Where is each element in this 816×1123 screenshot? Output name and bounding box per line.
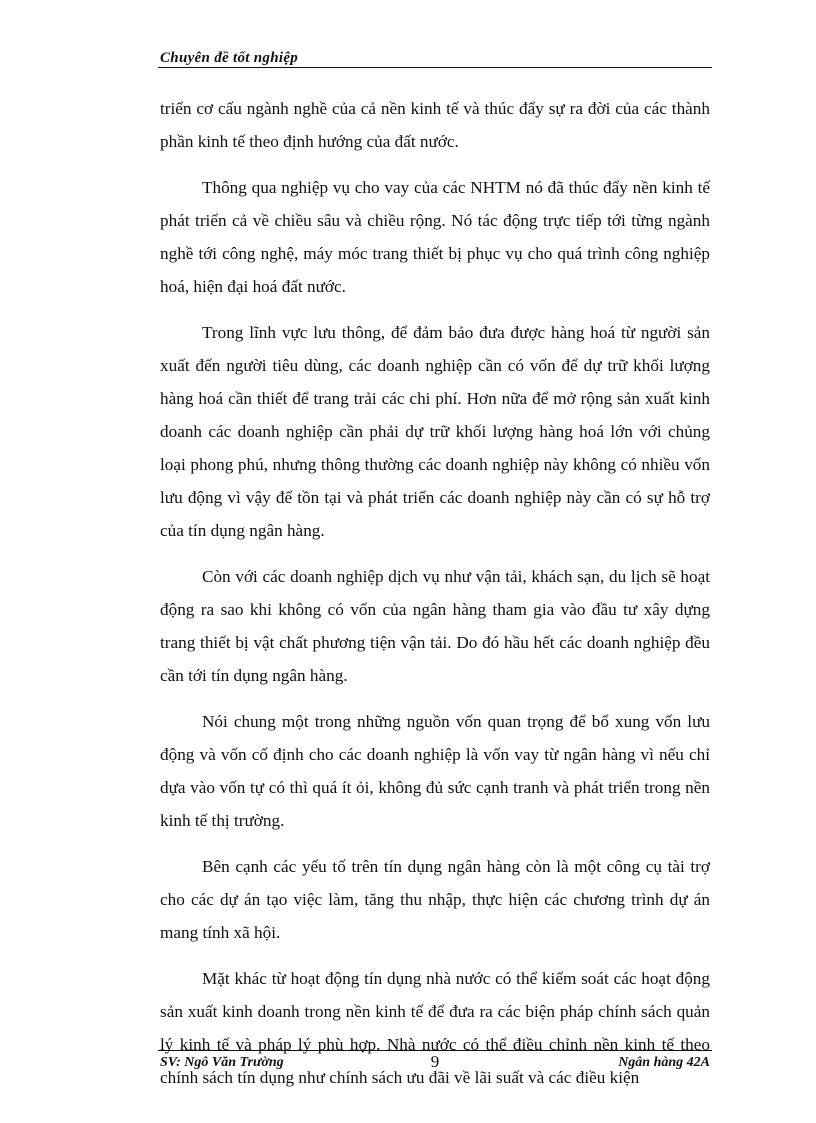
paragraph-5: Nói chung một trong những nguồn vốn quan trọng để bổ xung vốn lưu động và vốn cố định cho các doanh nghiệp là vốn vay từ ngân hàng vì nếu chỉ dựa vào vốn tự có thì quá ít ỏi, không đủ sức cạnh tranh và phát triển trong nền kinh tế thị trường.: [160, 712, 710, 830]
header-rule: [158, 67, 712, 68]
paragraph-2: Thông qua nghiệp vụ cho vay của các NHTM nó đã thúc đẩy nền kinh tế phát triển cả về chiều sâu và chiều rộng. Nó tác động trực tiếp tới từng ngành nghề tới công nghệ, máy móc trang thiết bị phục vụ cho quá trình công nghiệp hoá, hiện đại hoá đất nước.: [160, 178, 710, 296]
footer-rule: [158, 1050, 712, 1051]
paragraph-6: Bên cạnh các yếu tố trên tín dụng ngân hàng còn là một công cụ tài trợ cho các dự án tạo việc làm, tăng thu nhập, thực hiện các chương trình dự án mang tính xã hội.: [160, 857, 710, 942]
paragraph-7: Mặt khác từ hoạt động tín dụng nhà nước có thể kiểm soát các hoạt động sản xuất kinh doanh trong nền kinh tế để đưa ra các biện pháp chính sách quản lý kinh tế và pháp lý phù hợp. Nhà nước có thể điều chỉnh nền kinh tế theo chính sách tín dụng như chính sách ưu đãi về lãi suất và các điều kiện: [160, 969, 710, 1087]
body-text: [160, 92, 710, 1107]
page-number: 9: [430, 1052, 440, 1071]
header-title: Chuyên đề tốt nghiệp: [160, 50, 299, 66]
footer-author: SV: Ngô Văn Trường: [160, 1055, 284, 1070]
footer-class: Ngân hàng 42A: [618, 1055, 710, 1070]
paragraph-1: triển cơ cấu ngành nghề của cả nền kinh tế và thúc đẩy sự ra đời của các thành phần kinh tế theo định hướng của đất nước.: [160, 99, 710, 151]
paragraph-4: Còn với các doanh nghiệp dịch vụ như vận tải, khách sạn, du lịch sẽ hoạt động ra sao khi không có vốn của ngân hàng tham gia vào đầu tư xây dựng trang thiết bị vật chất phương tiện vận tải. Do đó hầu hết các doanh nghiệp đều cần tới tín dụng ngân hàng.: [160, 567, 710, 685]
paragraph-3: Trong lĩnh vực lưu thông, để đảm bảo đưa được hàng hoá từ người sản xuất đến người tiêu dùng, các doanh nghiệp cần có vốn để dự trữ khối lượng hàng hoá cần thiết để trang trải các chi phí. Hơn nữa để mở rộng sản xuất kinh doanh các doanh nghiệp cần phải dự trữ khối lượng hàng hoá lớn với chủng loại phong phú, nhưng thông thường các doanh nghiệp này không có nhiều vốn lưu động vì vậy để tồn tại và phát triển các doanh nghiệp này cần có sự hỗ trợ của tín dụng ngân hàng.: [160, 323, 710, 540]
